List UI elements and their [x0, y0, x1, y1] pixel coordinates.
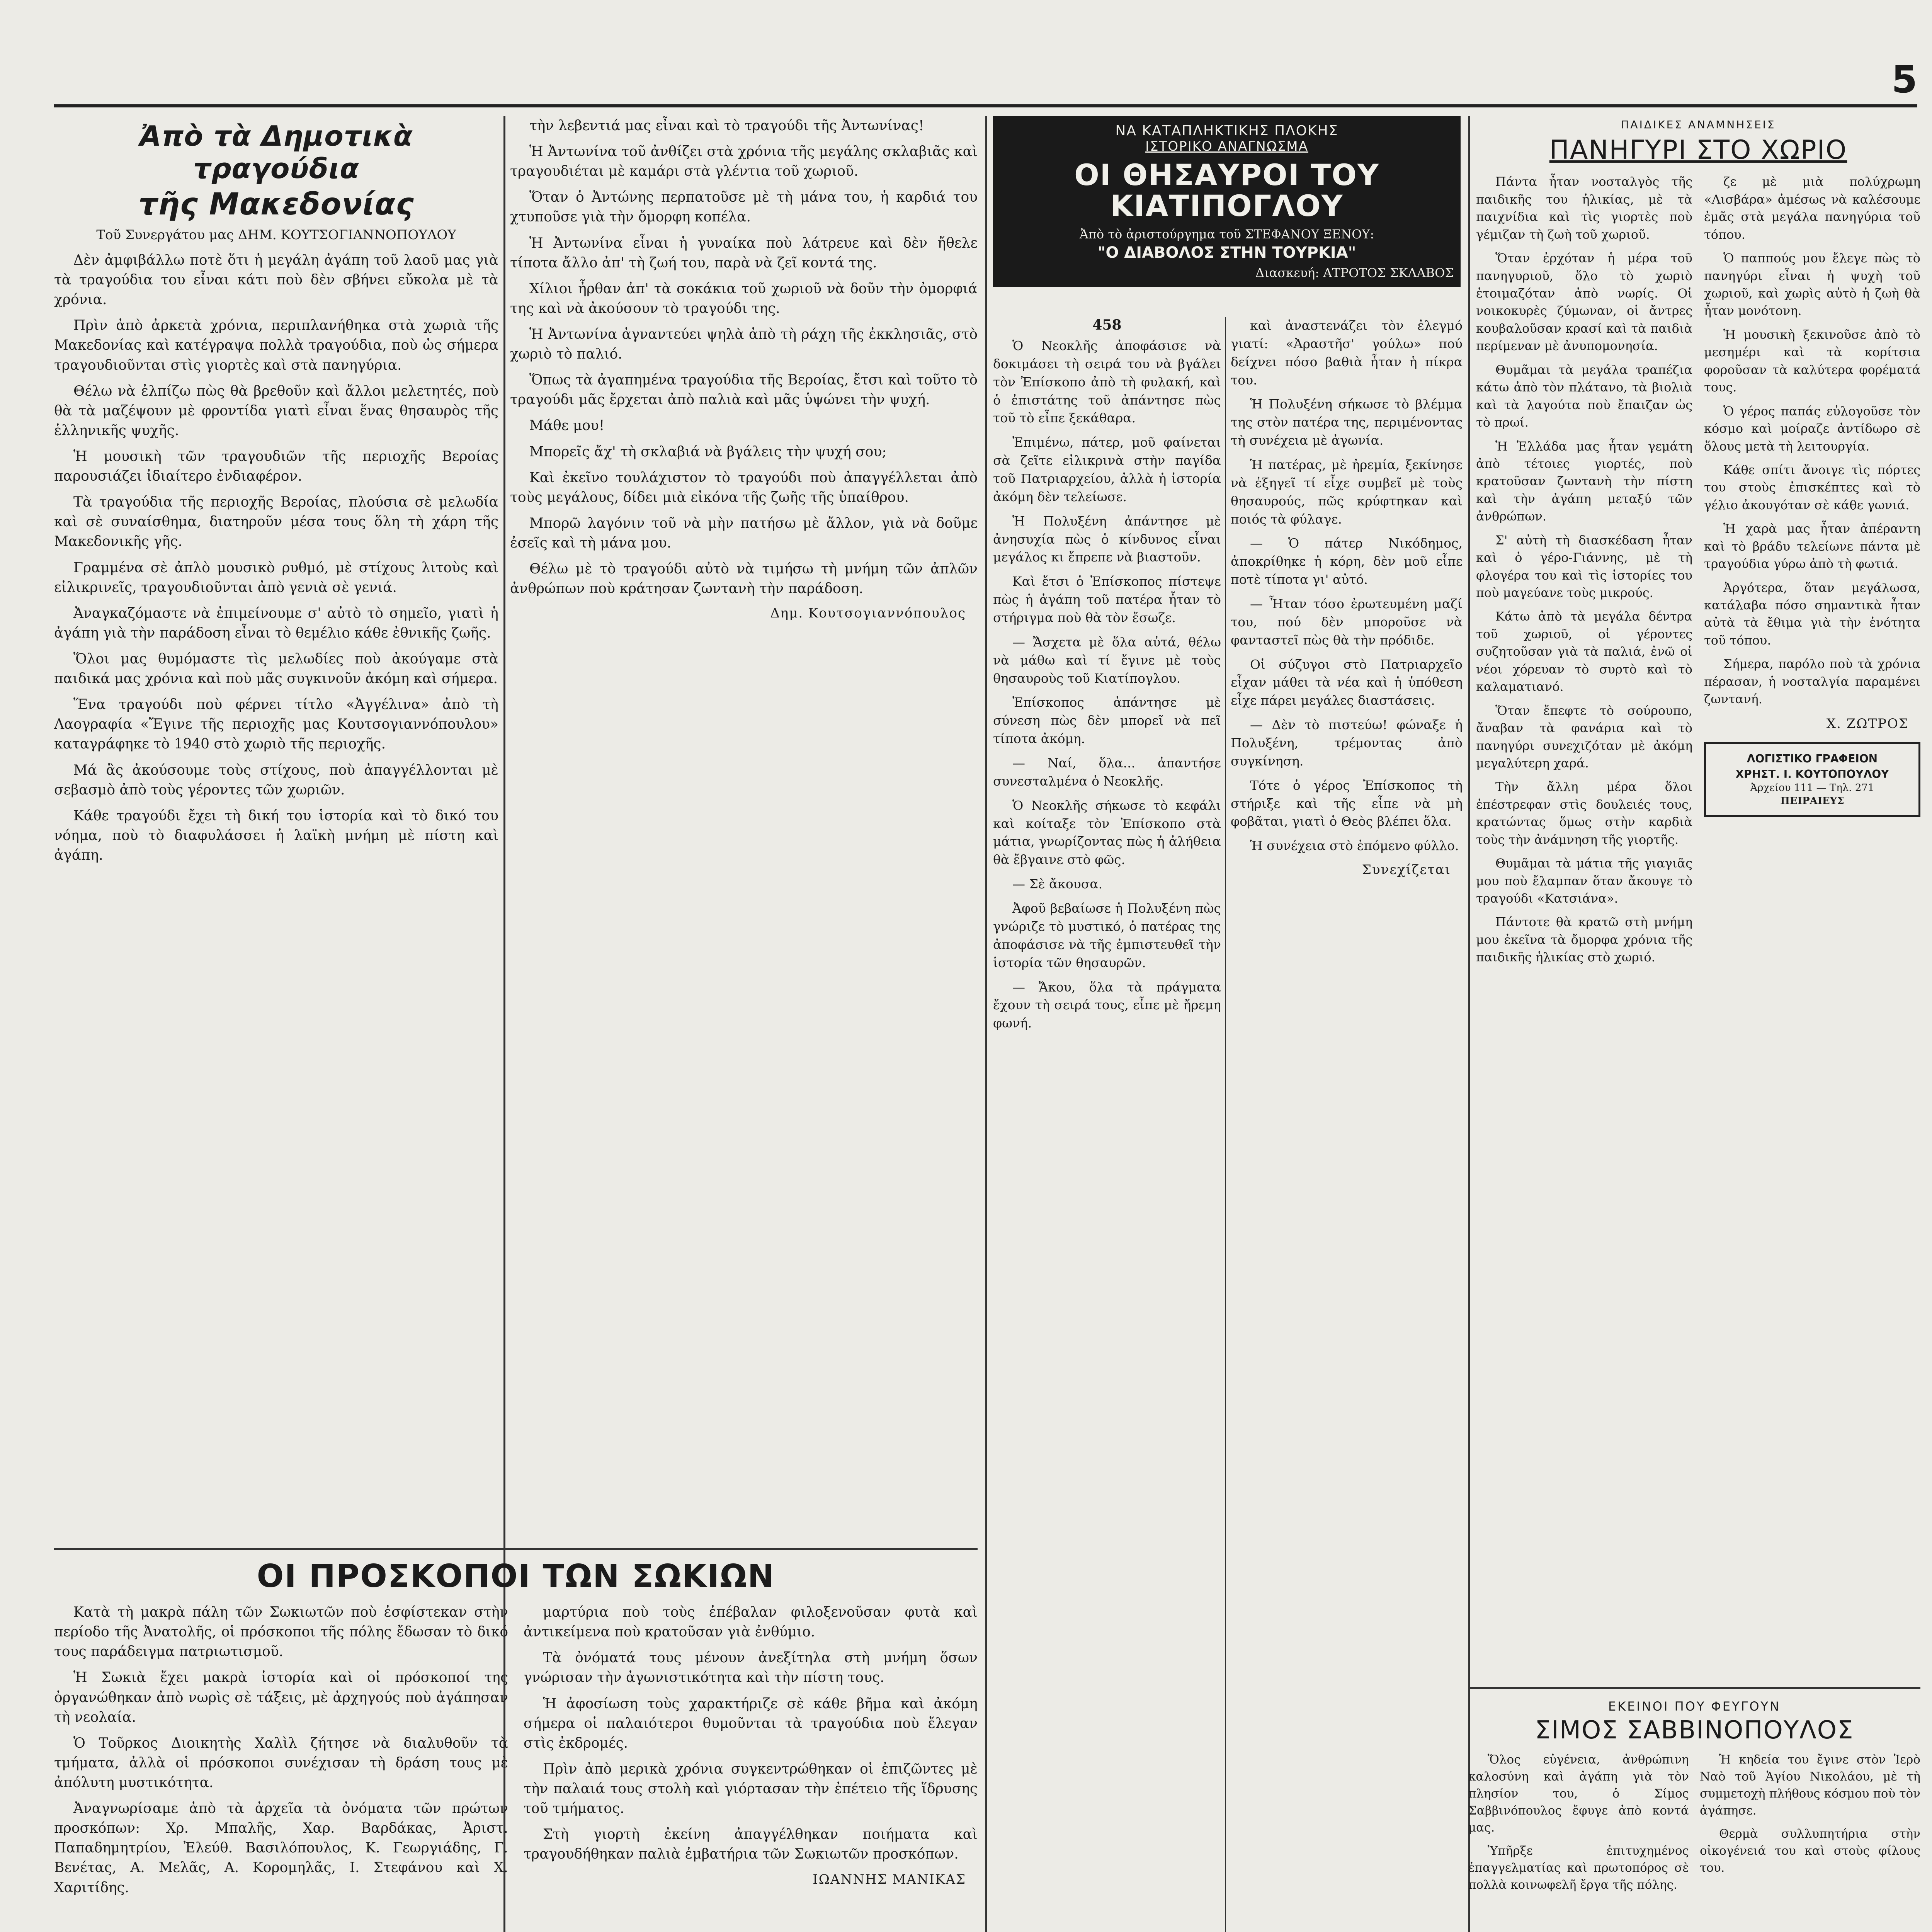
ad-line: ΠΕΙΡΑΙΕΥΣ: [1780, 795, 1844, 807]
paragraph: Ἀναγκαζόμαστε νὰ ἐπιμείνουμε σ' αὐτὸ τὸ σημεῖο, γιατὶ ἡ ἀγάπη γιὰ τὴν παράδοση εἶναι τὸ θεμέλιο κάθε ἐθνικῆς ζωῆς.: [54, 605, 498, 641]
paragraph: Ἡ Πολυξένη ἀπάντησε μὲ ἀνησυχία πὼς ὁ κίνδυνος εἶναι μεγάλος κι ἔπρεπε νὰ βιαστοῦν.: [993, 513, 1221, 565]
paragraph: Ὁ Νεοκλῆς σήκωσε τὸ κεφάλι καὶ κοίταξε τὸν Ἐπίσκοπο στὰ μάτια, γνωρίζοντας πὼς ἡ ἀλήθεια θὰ ἔβγαινε στὸ φῶς.: [993, 798, 1221, 867]
paragraph: Χίλιοι ἦρθαν ἀπ' τὰ σοκάκια τοῦ χωριοῦ νὰ δοῦν τὴν ὀμορφιά της καὶ νὰ ἀκούσουν τὸ τραγούδι της.: [510, 281, 978, 316]
paragraph: Ἡ Πολυξένη σήκωσε τὸ βλέμμα της στὸν πατέρα της, περιμένοντας τὴ συνέχεια μὲ ἀγωνία.: [1231, 396, 1463, 448]
paragraph: Ὅπως τὰ ἀγαπημένα τραγούδια τῆς Βεροίας, ἔτσι καὶ τοῦτο τὸ τραγούδι μᾶς ἔρχεται ἀπὸ παλιὰ καὶ μᾶς ὑψώνει τὴν ψυχή.: [510, 372, 978, 408]
paragraph: Ἀργότερα, ὅταν μεγάλωσα, κατάλαβα πόσο σημαντικὰ ἦταν αὐτὰ τὰ ἔθιμα γιὰ τὴν ἑνότητα τοῦ τόπου.: [1704, 580, 1920, 648]
paragraph: — Ἄκου, ὅλα τὰ πράγματα ἔχουν τὴ σειρά τους, εἶπε μὲ ἤρεμη φωνή.: [993, 979, 1221, 1031]
serial-label: ΝΑ ΚΑΤΑΠΛΗΚΤΙΚΗΣ ΠΛΟΚΗΣ: [1115, 123, 1338, 139]
paragraph: Τὴν ἄλλη μέρα ὅλοι ἐπέστρεφαν στὶς δουλειές τους, κρατώντας ὅμως στὴν καρδιὰ τοὺς τὴν ἀνάμνηση τῆς γιορτῆς.: [1476, 779, 1692, 847]
paragraph: Μάθε μου!: [529, 418, 605, 434]
folk-songs-article-cont: [510, 116, 978, 1507]
serial-banner: [993, 116, 1461, 287]
paragraph: Θυμᾶμαι τὰ μάτια τῆς γιαγιᾶς μου ποὺ ἔλαμπαν ὅταν ἄκουγε τὸ τραγούδι «Κατσιάνα».: [1476, 856, 1692, 906]
paragraph: Τὰ ὀνόματά τους μένουν ἀνεξίτηλα στὴ μνήμη ὅσων γνώρισαν τὴν ἀγωνιστικότητα καὶ τὴν πίστη τους.: [524, 1650, 978, 1686]
paragraph: ζε μὲ μιὰ πολύχρωμη «Λισβάρα» ἀμέσως νὰ καλέσουμε ἐμᾶς στὰ μεγάλα πανηγύρια τοῦ τόπου.: [1704, 174, 1920, 242]
paragraph: Ὅλοι μας θυμόμαστε τὶς μελωδίες ποὺ ἀκούγαμε στὰ παιδικά μας χρόνια καὶ ποὺ μᾶς συγκινοῦν ἀκόμη καὶ σήμερα.: [54, 651, 498, 687]
episode-number: 458: [1092, 317, 1122, 333]
paragraph: Κάθε σπίτι ἄνοιγε τὶς πόρτες του στοὺς ἐπισκέπτες καὶ τὸ γέλιο ἀκουγόταν σὲ κάθε γωνιά.: [1704, 462, 1920, 512]
paragraph: τὴν λεβεντιά μας εἶναι καὶ τὸ τραγούδι τῆς Ἀντωνίνας!: [529, 118, 924, 134]
signature: ΙΩΑΝΝΗΣ ΜΑΝΙΚΑΣ: [813, 1872, 966, 1888]
paragraph: Ἡ Ἀντωνίνα εἶναι ἡ γυναίκα ποὺ λάτρευε καὶ δὲν ἤθελε τίποτα ἄλλο ἀπ' τὴ ζωή του, παρὰ νὰ ζεῖ κοντά της.: [510, 235, 978, 271]
paragraph: Πρὶν ἀπὸ μερικὰ χρόνια συγκεντρώθηκαν οἱ ἐπιζῶντες μὲ τὴν παλαιά τους στολὴ καὶ γιόρτασαν τὴν ἐπέτειο τῆς ἵδρυσης τοῦ τμήματος.: [524, 1761, 978, 1817]
obituary-pre: ΕΚΕΙΝΟΙ ΠΟΥ ΦΕΥΓΟΥΝ: [1608, 1699, 1781, 1714]
paragraph: Οἱ σύζυγοι στὸ Πατριαρχεῖο εἶχαν μάθει τὰ νέα καὶ ἡ ὑπόθεση εἶχε πάρει μεγάλες διαστάσεις.: [1231, 656, 1463, 708]
article-title: Ἀπὸ τὰ Δημοτικὰ τραγούδια: [139, 120, 413, 185]
paragraph: Πάντα ἦταν νοσταλγὸς τῆς παιδικῆς του ἡλικίας, μὲ τὰ παιχνίδια καὶ τὶς γιορτὲς ποὺ γέμιζαν τὴ ζωὴ τοῦ χωριοῦ.: [1476, 174, 1692, 242]
paragraph: Κάτω ἀπὸ τὰ μεγάλα δέντρα τοῦ χωριοῦ, οἱ γέροντες συζητοῦσαν γιὰ τὰ παλιά, ἐνῶ οἱ νέοι χόρευαν τὸ συρτὸ καὶ τὸ καλαματιανό.: [1476, 609, 1692, 694]
paragraph: Μά ἂς ἀκούσουμε τοὺς στίχους, ποὺ ἀπαγγέλλονται μὲ σεβασμὸ ἀπὸ τοὺς γέροντες τῶν χωριῶν.: [54, 762, 498, 798]
paragraph: Ὅλος εὐγένεια, ἀνθρώπινη καλοσύνη καὶ ἀγάπη γιὰ τὸν πλησίον του, ὁ Σίμος Σαββινόπουλος ἔφυγε ἀπὸ κοντά μας.: [1468, 1753, 1689, 1835]
signature: Δημ. Κουτσογιαννόπουλος: [770, 605, 966, 621]
paragraph: Ἕνα τραγούδι ποὺ φέρνει τίτλο «Ἀγγέλινα» ἀπὸ τὴ Λαογραφία «Ἔγινε τῆς περιοχῆς μας Κουτσογιαννόπουλου» καταγράφηκε τὸ 1940 στὸ χωριὸ τῆς περιοχῆς.: [54, 697, 498, 752]
paragraph: Ὅταν ἔπεφτε τὸ σούρουπο, ἄναβαν τὰ φανάρια καὶ τὸ πανηγύρι συνεχιζόταν μὲ ἀκόμη μεγαλύτερη χαρά.: [1476, 703, 1692, 770]
paragraph: Πρὶν ἀπὸ ἀρκετὰ χρόνια, περιπλανήθηκα στὰ χωριὰ τῆς Μακεδονίας καὶ κατέγραψα πολλὰ τραγούδια, ποὺ ὡς σήμερα τραγουδιοῦνται στὶς γιορτὲς καὶ στὰ πανηγύρια.: [54, 318, 498, 373]
paragraph: Ὁ παππούς μου ἔλεγε πὼς τὸ πανηγύρι εἶναι ἡ ψυχὴ τοῦ χωριοῦ, καὶ χωρὶς αὐτὸ ἡ ζωὴ θὰ ἦταν μονότονη.: [1704, 251, 1920, 318]
childhood-title: ΠΑΝΗΓΥΡΙ ΣΤΟ ΧΩΡΙΟ: [1549, 135, 1847, 165]
paragraph: Τότε ὁ γέρος Ἐπίσκοπος τὴ στήριξε καὶ τῆς εἶπε νὰ μὴ φοβᾶται, γιατὶ ὁ Θεὸς βλέπει ὅλα.: [1231, 777, 1463, 829]
obituary: [993, 1677, 1920, 1932]
paragraph: Ἡ Ἑλλάδα μας ἦταν γεμάτη ἀπὸ τέτοιες γιορτές, ποὺ κρατοῦσαν ζωντανὴ τὴν πίστη καὶ τὴν ἀγάπη μεταξύ τῶν ἀνθρώπων.: [1476, 439, 1692, 524]
serial-header: [993, 116, 1461, 287]
scouts-title: ΟΙ ΠΡΟΣΚΟΠΟΙ ΤΩΝ ΣΩΚΙΩΝ: [257, 1558, 775, 1595]
paragraph: Ἡ κηδεία του ἔγινε στὸν Ἱερὸ Ναὸ τοῦ Ἁγίου Νικολάου, μὲ τὴ συμμετοχὴ πλήθους κόσμου ποὺ τὸν ἀγάπησε.: [1700, 1753, 1920, 1818]
to-be-continued: Συνεχίζεται: [1362, 862, 1451, 878]
paragraph: — Σὲ ἄκουσα.: [1012, 876, 1103, 892]
serial-adaptation: Διασκευή: ΑΤΡΟΤΟΣ ΣΚΛΑΒΟΣ: [1255, 265, 1454, 280]
paragraph: Ἐπιμένω, πάτερ, μοῦ φαίνεται σὰ ζεῖτε εἰλικρινὰ στὴν παγίδα τοῦ Πατριαρχείου, ἀλλὰ ἡ ἱστορία ἀκόμη δὲν τελείωσε.: [993, 435, 1221, 504]
paragraph: Ὅταν ὁ Ἀντώνης περπατοῦσε μὲ τὴ μάνα του, ἡ καρδιά του χτυποῦσε γιὰ τὴν ὄμορφη κοπέλα.: [510, 189, 978, 225]
paragraph: μαρτύρια ποὺ τοὺς ἐπέβαλαν φιλοξενοῦσαν φυτὰ καὶ ἀντικείμενα ποὺ κρατοῦσαν γιὰ ἐνθύμιο.: [524, 1604, 978, 1640]
childhood-article: [1476, 116, 1920, 1662]
signature: Χ. ΖΩΤΡΟΣ: [1826, 716, 1909, 731]
paragraph: Ἡ μουσικὴ ξεκινοῦσε ἀπὸ τὸ μεσημέρι καὶ τὰ κορίτσια φοροῦσαν τὰ καλύτερα φορέματά τους.: [1704, 327, 1920, 395]
paragraph: Ἡ συνέχεια στὸ ἑπόμενο φύλλο.: [1250, 838, 1459, 854]
paragraph: Καὶ ἐκεῖνο τουλάχιστον τὸ τραγούδι ποὺ ἀπαγγέλλεται ἀπὸ τοὺς μεγάλους, δίδει μιὰ εἰκόνα τῆς ζωῆς τῆς ὑπαίθρου.: [510, 469, 978, 505]
paragraph: Ἀναγνωρίσαμε ἀπὸ τὰ ἀρχεῖα τὰ ὀνόματα τῶν πρώτων προσκόπων: Χρ. Μπαλῆς, Χαρ. Βαρδάκας, Ἀριστ. Παπαδημητρίου, Ἐλεύθ. Βασιλόπουλος, Κ. Γεωργιάδης, Γ. Βενέτας, Α. Μελᾶς, Α. Κορομηλᾶς, Ι. Στεφάνου καὶ Χ. Χαριτίδης.: [54, 1801, 508, 1896]
column-rule: [985, 116, 987, 1932]
serial-source-title: "Ο ΔΙΑΒΟΛΟΣ ΣΤΗΝ ΤΟΥΡΚΙΑ": [1097, 243, 1356, 262]
paragraph: Ὁ Τοῦρκος Διοικητὴς Χαλὶλ ζήτησε νὰ διαλυθοῦν τὰ τμήματα, ἀλλὰ οἱ πρόσκοποι συνέχισαν τὴ δράση τους μὲ ἀπόλυτη μυστικότητα.: [54, 1735, 508, 1791]
serial-title: ΟΙ ΘΗΣΑΥΡΟΙ ΤΟΥ ΚΙΑΤΙΠΟΓΛΟΥ: [1074, 158, 1379, 223]
paragraph: Κάθε τραγούδι ἔχει τὴ δική του ἱστορία καὶ τὸ δικό του νόημα, ποὺ τὸ διαφυλάσσει ἡ λαϊκὴ μνήμη μὲ πίστη καὶ ἀγάπη.: [54, 808, 498, 863]
serial-source: Ἀπὸ τὸ ἀριστούργημα τοῦ ΣΤΕΦΑΝΟΥ ΞΕΝΟΥ:: [1079, 226, 1374, 242]
paragraph: Ἀφοῦ βεβαίωσε ἡ Πολυξένη πὼς γνώριζε τὸ μυστικό, ὁ πατέρας της ἀποφάσισε νὰ τῆς ἐμπιστευθεῖ τὴν ἱστορία τῶν θησαυρῶν.: [993, 901, 1221, 970]
paragraph: Θέλω μὲ τὸ τραγούδι αὐτὸ νὰ τιμήσω τὴ μνήμη τῶν ἀπλῶν ἀνθρώπων ποὺ κράτησαν ζωντανὴ τὴν παράδοση.: [510, 561, 978, 597]
paragraph: Ὅταν ἐρχόταν ἡ μέρα τοῦ πανηγυριοῦ, ὅλο τὸ χωριὸ ἑτοιμαζόταν ἀπὸ νωρίς. Οἱ νοικοκυρὲς ζύμωναν, οἱ ἄντρες κουβαλοῦσαν κρασί καὶ τὰ παιδιὰ περίμεναν μὲ ἀνυπομονησία.: [1476, 251, 1692, 354]
paragraph: Σ' αὐτὴ τὴ διασκέδαση ἦταν καὶ ὁ γέρο-Γιάννης, μὲ τὴ φλογέρα του καὶ τὶς ἱστορίες του ποὺ μαγεύανε τοὺς μικρούς.: [1476, 532, 1692, 600]
paragraph: — Ἦταν τόσο ἐρωτευμένη μαζί του, πού δὲν μποροῦσε νὰ φανταστεῖ πὼς θὰ τὴν πρόδιδε.: [1231, 596, 1463, 648]
paragraph: Μπορῶ λαγόνιν τοῦ νὰ μὴν πατήσω μὲ ἄλλον, γιὰ νὰ δοῦμε ἐσεῖς καὶ τὴ μάνα μου.: [510, 515, 978, 551]
paragraph: Θέλω νὰ ἐλπίζω πὼς θὰ βρεθοῦν καὶ ἄλλοι μελετητές, ποὺ θὰ τὰ μαζέψουν μὲ φροντίδα γιατὶ εἶναι ἕνας θησαυρὸς τῆς ἑλληνικῆς ψυχῆς.: [54, 383, 498, 439]
paragraph: Σήμερα, παρόλο ποὺ τὰ χρόνια πέρασαν, ἡ νοσταλγία παραμένει ζωντανή.: [1704, 656, 1920, 707]
article-title-line2: τῆς Μακεδονίας: [138, 187, 414, 222]
scouts-article: [54, 1538, 978, 1932]
paragraph: — Ὁ πάτερ Νικόδημος, ἀποκρίθηκε ἡ κόρη, δὲν μοῦ εἶπε ποτὲ τίποτα γι' αὐτό.: [1231, 536, 1463, 587]
ad-line: ΛΟΓΙΣΤΙΚΟ ΓΡΑΦΕΙΟΝ: [1747, 752, 1878, 765]
paragraph: Ἡ πατέρας, μὲ ἠρεμία, ξεκίνησε νὰ ἐξηγεῖ τί εἶχε συμβεῖ μὲ τοὺς θησαυρούς, πῶς κρύφτηκαν καὶ ποιός τὰ φύλαγε.: [1231, 457, 1463, 527]
obituary-title: ΣΙΜΟΣ ΣΑΒΒΙΝΟΠΟΥΛΟΣ: [1535, 1716, 1854, 1745]
paragraph: Καὶ ἔτσι ὁ Ἐπίσκοπος πίστεψε πὼς ἡ ἀγάπη τοῦ πατέρα ἦταν τὸ στήριγμα ποὺ θὰ τὸν ἔσωζε.: [993, 574, 1221, 626]
paragraph: Ὑπῆρξε ἐπιτυχημένος ἐπαγγελματίας καὶ πρωτοπόρος σὲ πολλὰ κοινωφελῆ ἔργα τῆς πόλης.: [1468, 1844, 1689, 1892]
divider: [1468, 1687, 1920, 1689]
paragraph: καὶ ἀναστενάζει τὸν ἐλεγμό γιατί: «Ἀραστῆσ' γούλω» πού δείχνει πόσο βαθιὰ ἦταν ἡ πίκρα του.: [1231, 318, 1463, 388]
paragraph: Ὁ γέρος παπάς εὐλογοῦσε τὸν κόσμο καὶ μοίραζε ἀντίδωρο σὲ ὅλους μετὰ τὴ λειτουργία.: [1704, 403, 1920, 454]
divider: [54, 1548, 978, 1550]
paragraph: Ἡ Ἀντωνίνα τοῦ ἀνθίζει στὰ χρόνια τῆς μεγάλης σκλαβιᾶς καὶ τραγουδιέται μὲ καμάρι στὰ γλέντια τοῦ χωριοῦ.: [510, 144, 978, 180]
ad-line: Ἀρχείου 111 — Τηλ. 271: [1750, 782, 1874, 794]
paragraph: Γραμμένα σὲ ἀπλὸ μουσικὸ ρυθμό, μὲ στίχους λιτοὺς καὶ εἰλικρινεῖς, τραγουδιοῦνται ἀπὸ γενιὰ σὲ γενιά.: [54, 560, 498, 595]
paragraph: — Δὲν τὸ πιστεύω! φώναξε ἡ Πολυξένη, τρέμοντας ἀπὸ συγκίνηση.: [1231, 717, 1463, 769]
paragraph: — Ναί, ὅλα... ἀπαντήσε συνεσταλμένα ὁ Νεοκλῆς.: [993, 755, 1221, 789]
byline: Τοῦ Συνεργάτου μας ΔΗΜ. ΚΟΥΤΣΟΓΙΑΝΝΟΠΟΥΛΟΥ: [96, 227, 456, 243]
column-rule: [1468, 116, 1470, 1932]
paragraph: Ἐπίσκοπος ἀπάντησε μὲ σύνεση πὼς δὲν μπορεῖ νὰ πεῖ τίποτα ἀκόμη.: [993, 695, 1221, 747]
paragraph: Μπορεῖς ἄχ' τὴ σκλαβιά νὰ βγάλεις τὴν ψυχή σου;: [529, 444, 887, 460]
paragraph: Ἡ χαρὰ μας ἦταν ἀπέραντη καὶ τὸ βράδυ τελείωνε πάντα μὲ τραγούδια γύρω ἀπὸ τὴ φωτιά.: [1704, 521, 1920, 571]
paragraph: Στὴ γιορτὴ ἐκείνη ἀπαγγέλθηκαν ποιήματα καὶ τραγουδήθηκαν παλιὰ ἐμβατήρια τῶν Σωκιωτῶν προσκόπων.: [524, 1827, 978, 1862]
ad-accounting: [1704, 742, 1920, 817]
paragraph: Ἡ Ἀντωνίνα ἀγναντεύει ψηλὰ ἀπὸ τὴ ράχη τῆς ἐκκλησιᾶς, στὸ χωριὸ τὸ παλιό.: [510, 326, 978, 362]
paragraph: Κατὰ τὴ μακρὰ πάλη τῶν Σωκιωτῶν ποὺ ἐσφίστεκαν στὴν περίοδο τῆς Ἀνατολῆς, οἱ πρόσκοποι τῆς πόλης ἔδωσαν τὸ δικό τους παράδειγμα πατριωτισμοῦ.: [54, 1604, 508, 1660]
spacer: [514, 128, 981, 131]
paragraph: Ἡ Σωκιὰ ἔχει μακρὰ ἱστορία καὶ οἱ πρόσκοποί της ὀργανώθηκαν ἀπὸ νωρὶς σὲ τάξεις, μὲ ἀρχηγούς ποὺ ἀγάπησαν τὴ νεολαία.: [54, 1670, 508, 1725]
paragraph: Δὲν ἀμφιβάλλω ποτὲ ὅτι ἡ μεγάλη ἀγάπη τοῦ λαοῦ μας γιὰ τὰ τραγούδια του εἶναι κάτι ποὺ δὲν σβήνει εὔκολα μὲ τὰ χρόνια.: [54, 252, 498, 308]
top-rule: [54, 104, 1917, 107]
page-number: 5: [1891, 58, 1917, 101]
paragraph: Ἡ μουσικὴ τῶν τραγουδιῶν τῆς περιοχῆς Βεροίας παρουσιάζει ἰδιαίτερο ἐνδιαφέρον.: [54, 448, 498, 485]
paragraph: — Ἄσχετα μὲ ὅλα αὐτά, θέλω νὰ μάθω καὶ τί ἔγινε μὲ τοὺς θησαυροὺς τοῦ Κιατίπογλου.: [993, 634, 1221, 686]
serial-sub: ΙΣΤΟΡΙΚΟ ΑΝΑΓΝΩΣΜΑ: [1145, 139, 1308, 154]
section-label: ΠΑΙΔΙΚΕΣ ΑΝΑΜΝΗΣΕΙΣ: [1621, 118, 1776, 131]
paragraph: Τὰ τραγούδια τῆς περιοχῆς Βεροίας, πλούσια σὲ μελωδία καὶ σὲ συναίσθημα, διατηροῦν μέσα τους ὅλη τὴ χάρη τῆς Μακεδονικῆς γῆς.: [54, 494, 498, 550]
paragraph: Ἡ ἀφοσίωση τοὺς χαρακτήριζε σὲ κάθε βῆμα καὶ ἀκόμη σήμερα οἱ παλαιότεροι θυμοῦνται τὰ τραγούδια ποὺ ἔλεγαν στὶς ἐκδρομές.: [524, 1696, 978, 1751]
paragraph: Ὁ Νεοκλῆς ἀποφάσισε νὰ δοκιμάσει τὴ σειρά του νὰ βγάλει τὸν Ἐπίσκοπο ἀπὸ τὴ φυλακή, καὶ ὁ ἐπιστάτης τοῦ ἀπάντησε πὼς τοῦ τὸ εἶπε ξεκάθαρα.: [993, 338, 1221, 426]
paragraph: Θυμᾶμαι τὰ μεγάλα τραπέζια κάτω ἀπὸ τὸν πλάτανο, τὰ βιολιὰ καὶ τὰ λαγούτα ποὺ ἔπαιζαν ὡς τὸ πρωί.: [1476, 362, 1692, 430]
ad-line: ΧΡΗΣΤ. Ι. ΚΟΥΤΟΠΟΥΛΟΥ: [1735, 767, 1889, 781]
paragraph: Πάντοτε θὰ κρατῶ στὴ μνήμη μου ἐκεῖνα τὰ ὄμορφα χρόνια τῆς παιδικῆς ἡλικίας στὸ χωριό.: [1476, 915, 1692, 965]
paragraph: Θερμὰ συλλυπητήρια στὴν οἰκογένειά του καὶ στοὺς φίλους του.: [1700, 1827, 1920, 1875]
